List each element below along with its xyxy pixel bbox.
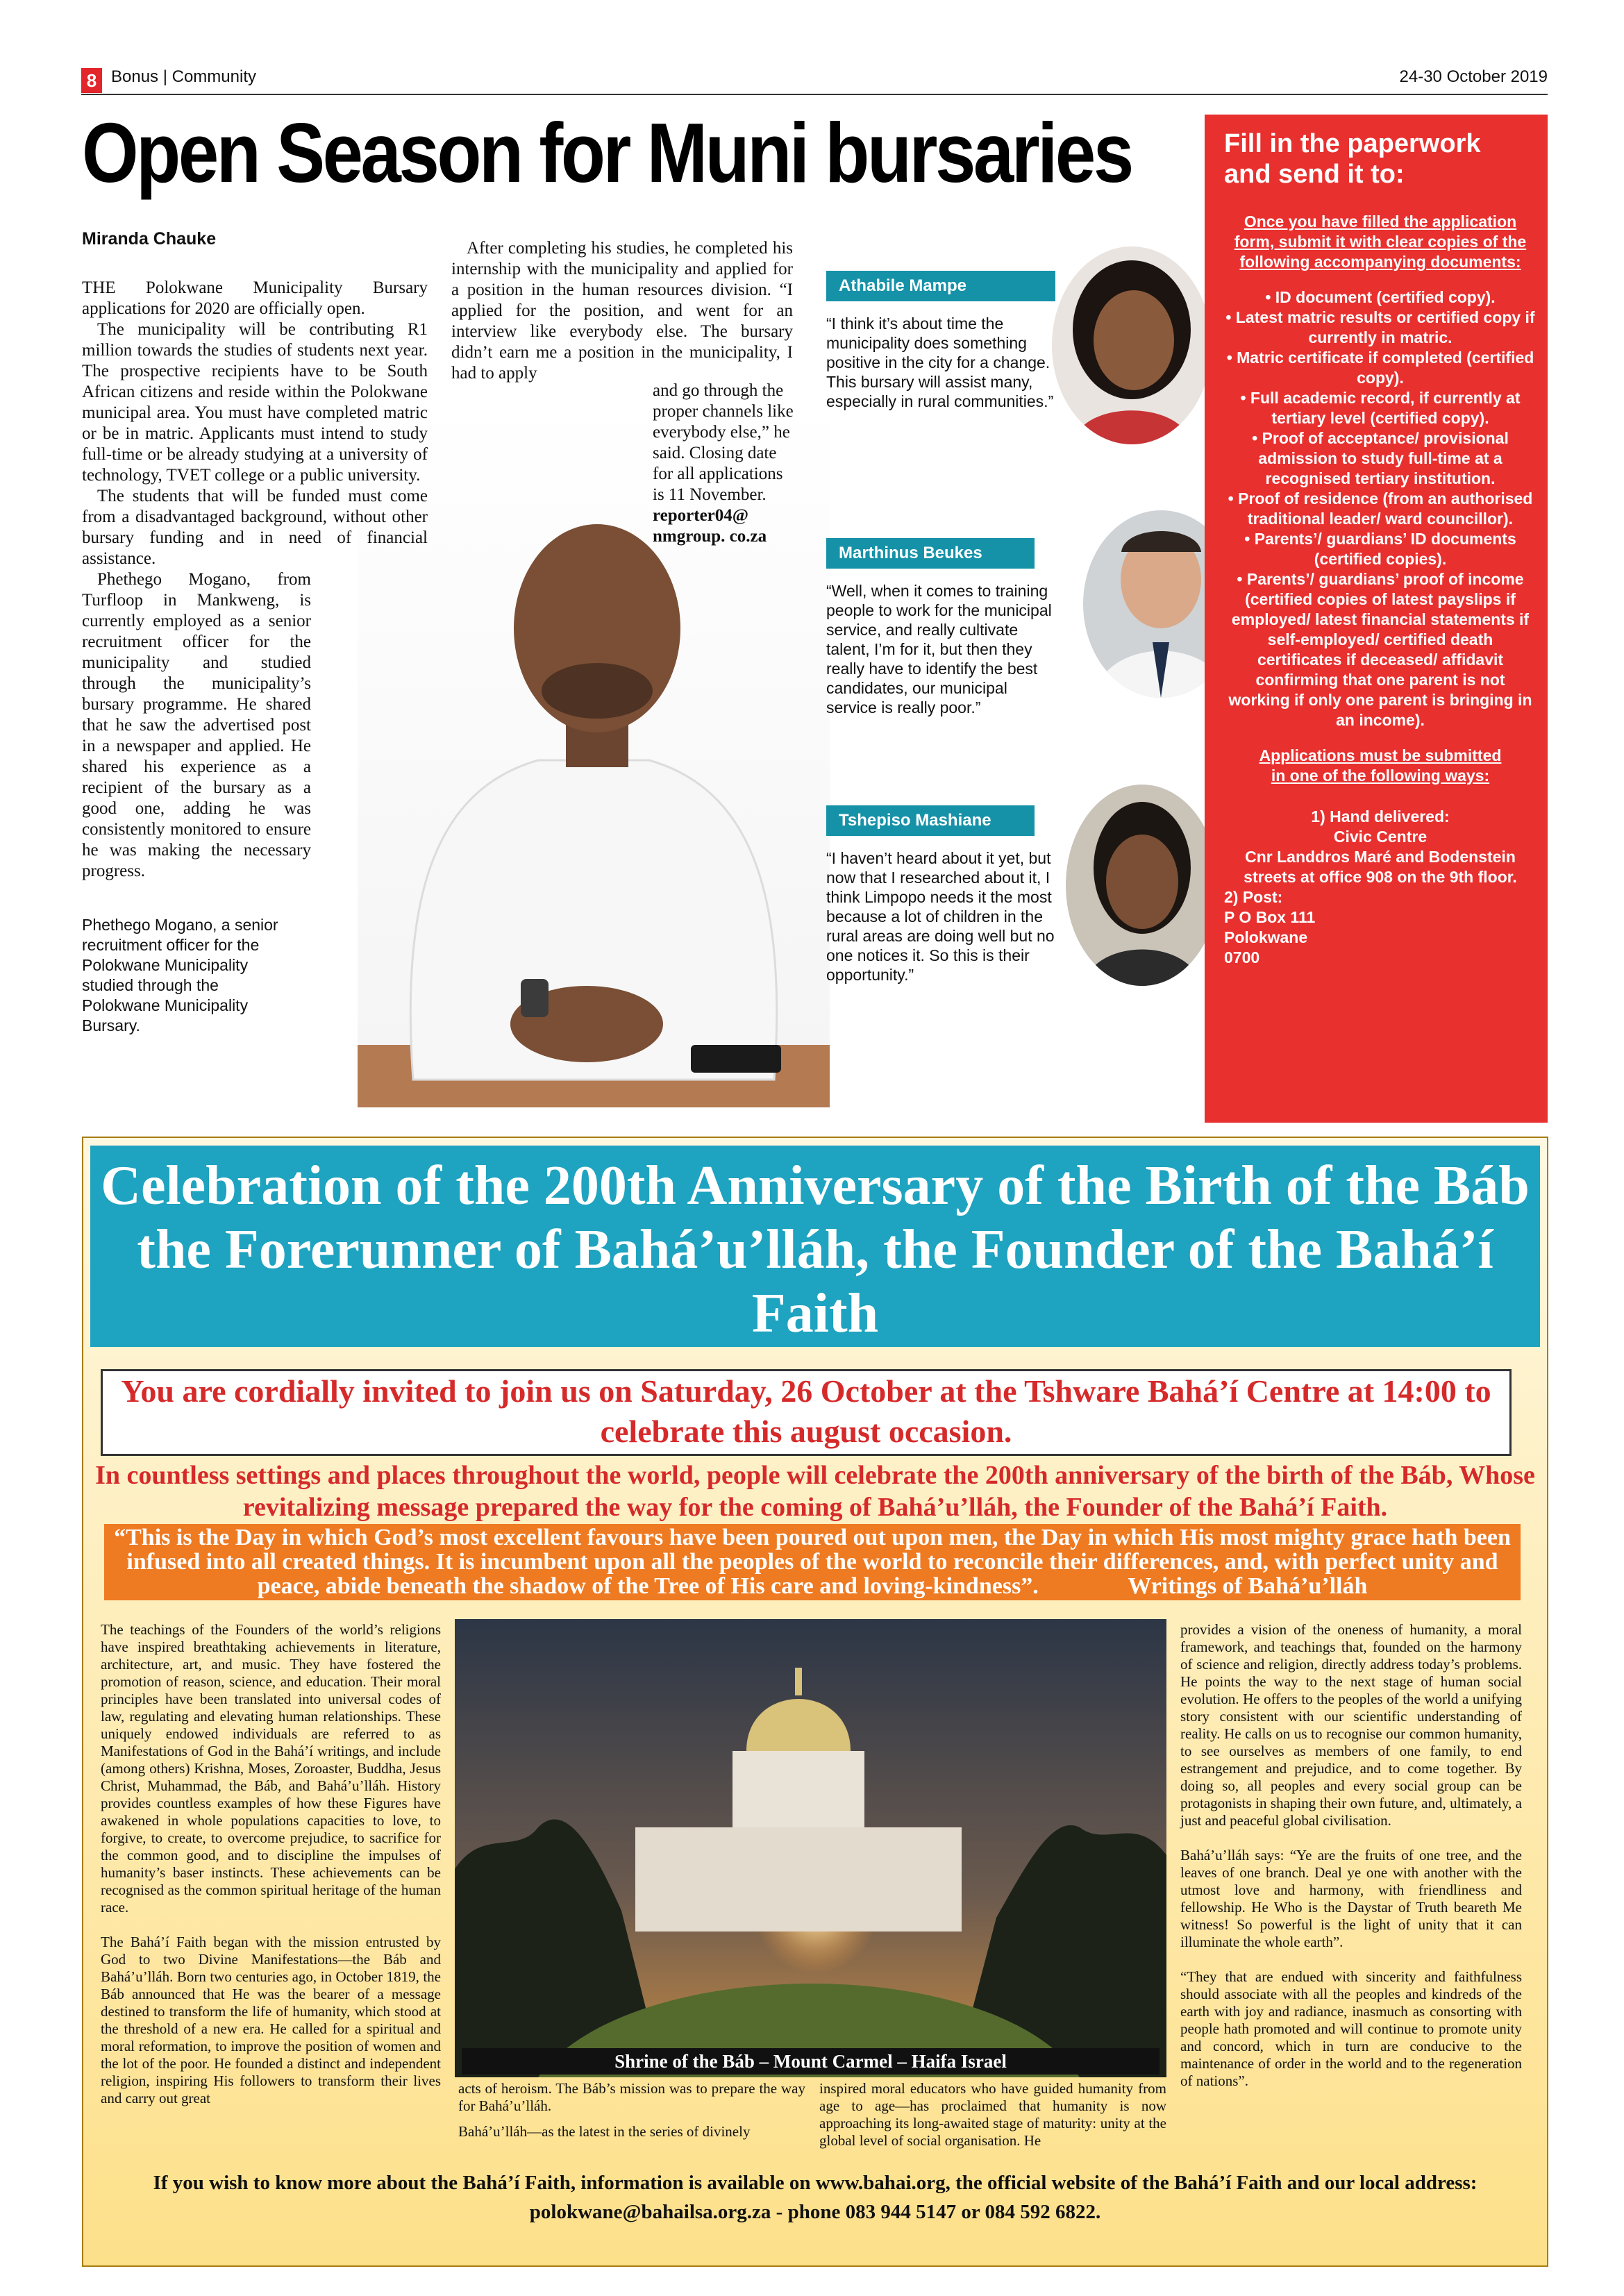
article-paragraph: Phethego Mogano, from Turfloop in Mankweng, is currently employed as a senior recruitment officer for the municipality and studied through the municipality’s bursary programme. He shared that he saw the advertised post in a newspaper and applied. He shared his experience as a recipient of the bursary as a good one, adding he was consistently monitored to ensure he was making the necessary progress.: [82, 570, 311, 880]
voxpop-name-2: Marthinus Beukes: [826, 538, 1035, 569]
advert-paragraph: acts of heroism. The Báb’s mission was to prepare the way for Bahá’u’lláh.: [458, 2080, 805, 2114]
advert-paragraph: Bahá’u’lláh says: “Ye are the fruits of one tree, and the leaves of one branch. Deal ye one with another with the utmost love and harmony, with friendliness and fellowship. He Who is the Daystar of Truth beareth Me witness! So powerful is the light of unity that it can illuminate the whole earth”.: [1180, 1847, 1522, 1950]
photo-caption: Phethego Mogano, a senior recruitment officer for the Polokwane Municipality studied through the Polokwane Municipality Bursary.: [82, 916, 278, 1034]
advert-quote: [104, 1525, 1521, 1598]
hand-delivery-address: Cnr Landdros Maré and Bodenstein streets at office 908 on the 9th floor.: [1244, 848, 1517, 886]
shrine-photo: [455, 1619, 1166, 2077]
hand-delivery-place: Civic Centre: [1333, 828, 1428, 846]
doc-item: • ID document (certified copy).: [1265, 288, 1496, 306]
issue-date: 24-30 October 2019: [1399, 67, 1548, 86]
quote-text: “This is the Day in which God’s most excellent favours have been poured out upon men, the Day in which His most mighty grace hath been infused into all created things. It is incumbent upon all the peoples of the world to reconcile their differences, and, with perfect unity and peace, abide beneath the shadow of the Tree of His care and loving-kindness”.: [114, 1525, 1511, 1599]
doc-item: • Latest matric results or certified copy if currently in matric.: [1225, 308, 1535, 346]
section-label: Bonus | Community: [111, 67, 256, 86]
advert-title: Celebration of the 200th Anniversary of the Birth of the Báb the Forerunner of Bahá’u’lláh, the Founder of the Bahá’í Faith: [101, 1155, 1530, 1344]
tshepiso-portrait: [1066, 785, 1219, 986]
voxpop-quote-3: “I haven’t heard about it yet, but now that I researched about it, I think Limpopo needs it the most because a lot of children in the rural areas are doing well but no one notices it. So this is their opportunity.”: [826, 849, 1055, 984]
voxpop-name-3: Tshepiso Mashiane: [826, 805, 1035, 836]
post-label: 2) Post:: [1224, 888, 1283, 906]
advert-paragraph: The teachings of the Founders of the world’s religions have inspired breathtaking achievements in literature, architecture, art, and music. They have fostered the promotion of reason, science, and education. Their moral principles have been translated into universal codes of law, regulating and elevating human relationships. These uniquely endowed individuals are referred to as Manifestations of God in the Bahá’í writings, and include (among others) Krishna, Moses, Zoroaster, Buddha, Jesus Christ, Muhammad, the Báb, and Bahá’u’lláh. History provides countless examples of how these Figures have awakened in whole populations capacities to love, to forgive, to create, to overcome prejudice, to sacrifice for the common good, and to discipline the impulses of humanity’s baser instincts. These achievements can be recognised as the common spiritual heritage of the human race.: [101, 1621, 441, 1916]
advert-column-3: [819, 2080, 1166, 2167]
article-paragraph: After completing his studies, he completed his internship with the municipality and applied for a position in the human resources division. “I applied for the position, and went for an interview like everybody else. The bursary didn’t earn me a position in the municipality, I had to apply: [451, 239, 793, 383]
advert-column-4: [1180, 1621, 1522, 2107]
doc-item: • Proof of residence (from an authorised traditional leader/ ward councillor).: [1228, 489, 1533, 528]
advert-paragraph: inspired moral educators who have guided humanity from age to age—has proclaimed that humanity is now approaching its long-awaited stage of maturity: unity at the global level of social organisation. He: [819, 2080, 1166, 2149]
advert-column-2: [458, 2080, 805, 2158]
quote-source: Writings of Bahá’u’lláh: [1128, 1573, 1368, 1599]
advert-column-1: [101, 1621, 441, 2125]
voxpop-quote-1: “I think it’s about time the municipality does something positive in the city for a change. This bursary will assist many, especially in rural communities.”: [826, 315, 1054, 410]
doc-item: • Parents’/ guardians’ proof of income (certified copies of latest payslips if employed/ latest financial statements if self-employed/ certified death certificates if deceased/ affidavit confirming that one parent is not working if only one parent is bringing in an income).: [1228, 570, 1532, 729]
article-column-2-tail: [653, 380, 798, 547]
headline: Open Season for Muni bursaries: [82, 106, 1132, 200]
header-rule: [81, 94, 1548, 95]
advert-paragraph: “They that are endued with sincerity and faithfulness should associate with all the peoples and kindreds of the earth with joy and radiance, inasmuch as consorting with people hath promoted and will continue to promote unity and concord, which in turn are conducive to the maintenance of order in the world and to the regeneration of nations”.: [1180, 1968, 1522, 2089]
advert-paragraph: Bahá’u’lláh—as the latest in the series of divinely: [458, 2123, 751, 2140]
voxpop-quote-2: “Well, when it comes to training people to work for the municipal service, and really cultivate talent, I’m for it, but then they really have to identify the best candidates, our municipal service is really poor.”: [826, 582, 1052, 717]
submit-heading: Applications must be submitted in one of the following ways:: [1259, 746, 1502, 785]
doc-item: • Full academic record, if currently at tertiary level (certified copy).: [1240, 389, 1521, 427]
post-code: 0700: [1224, 948, 1260, 966]
article-paragraph: The municipality will be contributing R1 million towards the studies of students next year. The prospective recipients have to be South African citizens and reside within the Polokwane municipal area. You must have completed matric or be in matric. Applicants must intend to study full-time or be already studying at a university of technology, TVET college or a public university.: [82, 320, 428, 485]
post-box: P O Box 111: [1224, 908, 1316, 926]
shrine-caption: Shrine of the Báb – Mount Carmel – Haifa Israel: [462, 2048, 1160, 2075]
hand-delivery-label: 1) Hand delivered:: [1311, 807, 1450, 826]
page-number: 8: [81, 68, 102, 93]
advert-footer: If you wish to know more about the Bahá’í Faith, information is available on www.bahai.org, the official website of the Bahá’í Faith and our local address: polokwane@bahailsa.org.za - phone 083 944 5147 or 084 592 6822.: [153, 2172, 1477, 2223]
athabile-portrait: [1052, 246, 1212, 444]
box-title: [1224, 128, 1481, 190]
doc-item: • Matric certificate if completed (certified copy).: [1226, 349, 1534, 387]
article-paragraph: and go through the proper channels like everybody else,” he said. Closing date for all applications is 11 November.: [653, 381, 794, 504]
article-paragraph: THE Polokwane Municipality Bursary applications for 2020 are officially open.: [82, 278, 428, 318]
reporter-contact: reporter04@ nmgroup. co.za: [653, 506, 767, 546]
article-paragraph: The students that will be funded must come from a disadvantaged background, without other bursary funding and in need of financial assistance.: [82, 487, 428, 568]
box-intro: Once you have filled the application form, submit it with clear copies of the following accompanying documents:: [1234, 212, 1527, 271]
application-info-box: [1205, 115, 1548, 1123]
advert-intro: In countless settings and places throughout the world, people will celebrate the 200th anniversary of the birth of the Báb, Whose revitalizing message prepared the way for the coming of Bahá’u’lláh, the Founder of the Bahá’í Faith.: [95, 1461, 1535, 1522]
box-title-line-2: and send it to:: [1224, 160, 1405, 189]
advert-invite: You are cordially invited to join us on Saturday, 26 October at the Tshware Bahá’í Centre at 14:00 to celebrate this august occasion.: [121, 1373, 1491, 1449]
voxpop-name-1: Athabile Mampe: [826, 271, 1055, 301]
advert-paragraph: provides a vision of the oneness of humanity, a moral framework, and teachings that, founded on the harmony of science and religion, directly address today’s problems. He points the way to the next stage of human social evolution. He offers to the peoples of the world a unifying story consistent with our scientific understanding of reality. He calls on us to recognise our common humanity, to see ourselves as members of one family, to end estrangement and prejudice, and to come together. By doing so, all peoples and every social group can be protagonists in shaping their own future, and, ultimately, a just and peaceful global civilisation.: [1180, 1621, 1522, 1829]
byline: Miranda Chauke: [82, 229, 217, 249]
post-city: Polokwane: [1224, 928, 1308, 946]
advert-paragraph: The Bahá’í Faith began with the mission entrusted by God to two Divine Manifestations—the Báb and Bahá’u’lláh. Born two centuries ago, in October 1819, the Báb announced that He was the bearer of a message destined to transform the life of humanity, which stood at the threshold of a new era. He called for a spiritual and moral reformation, to improve the position of women and the lot of the poor. He founded a distinct and independent religion, inspiring His followers to transform their lives and carry out great: [101, 1934, 441, 2106]
doc-item: • Proof of acceptance/ provisional admission to study full-time at a recognised tertiary institution.: [1252, 429, 1509, 487]
article-column-1: [82, 278, 428, 882]
box-title-line-1: Fill in the paperwork: [1224, 129, 1481, 158]
box-body: [1224, 212, 1537, 968]
doc-item: • Parents’/ guardians’ ID documents (certified copies).: [1244, 530, 1516, 568]
article-column-2: [451, 238, 793, 384]
